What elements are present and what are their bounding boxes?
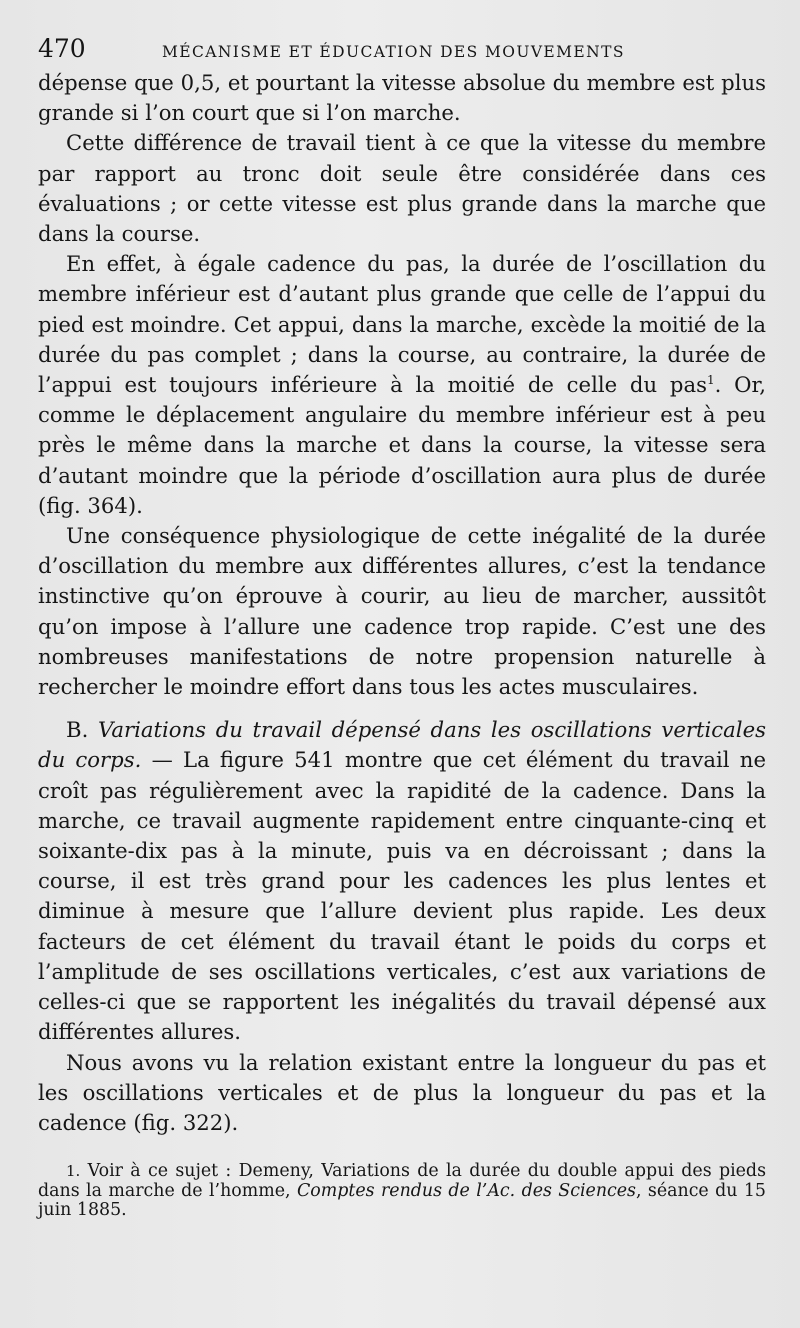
main-text [38, 68, 766, 1138]
paragraph-3 [38, 249, 766, 521]
paragraph-3-text-a: En effet, à égale cadence du pas, la durée de l’oscillation du membre inférieur est d’autant plus grande que celle de l’appui du pied est moindre. Cet appui, dans la marche, excède la moitié de la durée du pas complet ; dans la course, au contraire, la durée de l’appui est toujours inférieure à la moitié de celle du pas [38, 251, 766, 398]
section-b-paragraph [38, 715, 766, 1047]
footnote-journal-title: Comptes rendus de l’Ac. des Sciences [296, 1180, 636, 1201]
running-title: MÉCANISME ET ÉDUCATION DES MOUVEMENTS [162, 43, 625, 61]
page-number: 470 [38, 34, 86, 63]
footnote-reference: 1 [706, 372, 715, 387]
page-header [38, 34, 766, 68]
footnote-1 [38, 1162, 766, 1221]
section-spacer [38, 702, 766, 715]
footnote-text-a: Voir à ce sujet : Demeny, Variations de la durée du double appui des pieds dans la marche de l’homme, [38, 1161, 766, 1201]
paragraph-2: Cette différence de travail tient à ce que la vitesse du membre par rapport au tronc doit seule être considérée dans ces évaluations ; or cette vitesse est plus grande dans la marche que dans la course. [38, 130, 766, 247]
footnote-number: 1. [66, 1162, 81, 1181]
section-b-text: — La figure 541 montre que cet élément du travail ne croît pas régulièrement avec la rapidité de la cadence. Dans la marche, ce travail augmente rapidement entre cinquante-cinq et soixante-dix pas à la minute, puis va en décroissant ; dans la course, il est très grand pour les cadences les plus lentes et diminue à mesure que l’allure devient plus rapide. Les deux facteurs de cet élément du travail étant le poids du corps et l’amplitude de ses oscillations verticales, c’est aux variations de celles-ci que se rapportent les inégalités du travail dépensé aux différentes allures. [38, 747, 766, 1045]
paragraph-4: Une conséquence physiologique de cette inégalité de la durée d’oscillation du membre aux différentes allures, c’est la tendance instinctive qu’on éprouve à courir, au lieu de marcher, aussitôt qu’on impose à l’allure une cadence trop rapide. C’est une des nombreuses manifestations de notre propension naturelle à rechercher le moindre effort dans tous les actes musculaires. [38, 523, 766, 700]
paragraph-1: dépense que 0,5, et pourtant la vitesse absolue du membre est plus grande si l’on court que si l’on marche. [38, 70, 766, 126]
footnote-block [38, 1162, 766, 1221]
section-b-label: B. [66, 717, 89, 743]
paragraph-6: Nous avons vu la relation existant entre la longueur du pas et les oscillations verticales et de plus la longueur du pas et la cadence (fig. 322). [38, 1049, 766, 1135]
section-b-title: Variations du travail dépensé dans les oscillations verticales du corps. [38, 717, 766, 773]
footnote-text-b: , séance du 15 juin 1885. [38, 1180, 766, 1221]
paragraph-3-text-b: . Or, comme le déplacement angulaire du membre inférieur est à peu près le même dans la marche et dans la course, la vitesse sera d’autant moindre que la période d’oscillation aura plus de durée (fig. 364). [38, 372, 767, 518]
